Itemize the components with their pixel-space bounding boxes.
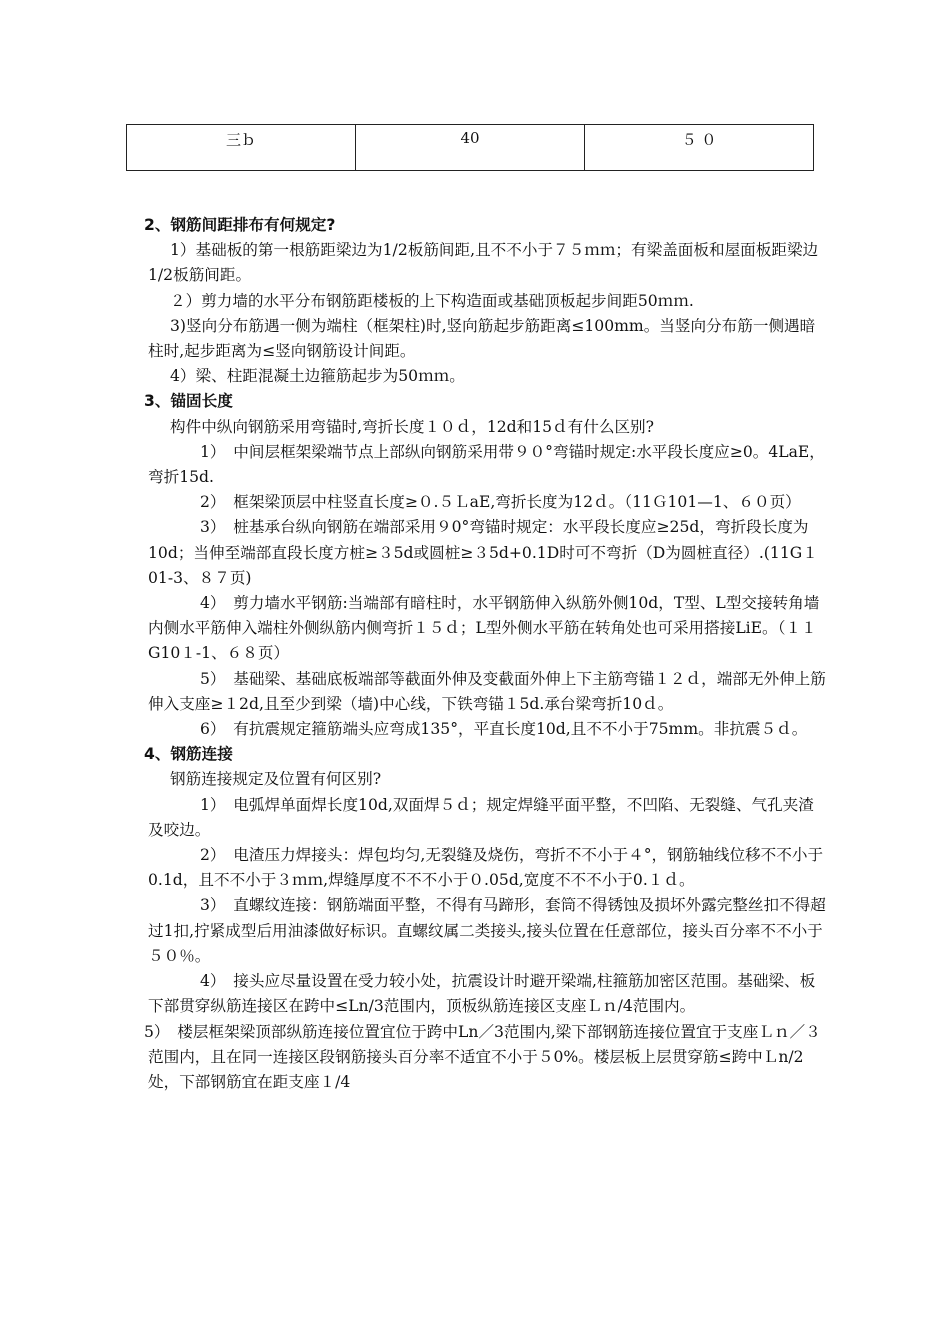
paragraph: 1） 电弧焊单面焊长度10d,双面焊５ｄ；规定焊缝平面平整，不凹陷、无裂缝、气孔夹渣及咬边。 <box>148 795 814 839</box>
paragraph: ２）剪力墙的水平分布钢筋距楼板的上下构造面或基础顶板起步间距50ｍｍ. <box>170 291 694 310</box>
section-heading: 2、钢筋间距排布有何规定? <box>144 216 336 234</box>
section-heading: 3、锚固长度 <box>144 392 233 411</box>
paragraph: 4） 剪力墙水平钢筋:当端部有暗柱时，水平钢筋伸入纵筋外侧10d，T型、L型交接转角墙内侧水平筋伸入端柱外侧纵筋内侧弯折１５ｄ；L型外侧水平筋在转角处也可采用搭接LiE。（１１G10１-1、６８页） <box>148 594 820 663</box>
paragraph: 5） 基础梁、基础底板端部等截面外伸及变截面外伸上下主筋弯锚１２ｄ，端部无外伸上筋伸入支座≥１2d,且至少到梁（墙)中心线，下铁弯锚１5d.承台梁弯折10ｄ。 <box>148 669 826 713</box>
table-cell: 40 <box>356 125 585 171</box>
table-row <box>127 125 814 171</box>
table-cell: ５ ０ <box>585 125 814 171</box>
table-cell: 三ｂ <box>127 125 356 171</box>
grade-table-container <box>126 124 814 171</box>
paragraph: 2） 电渣压力焊接头：焊包均匀,无裂缝及烧伤，弯折不不小于４°，钢筋轴线位移不不小于0.1d，且不不小于３ｍｍ,焊缝厚度不不不小于０.05d,宽度不不不小于0.１ｄ。 <box>148 846 824 890</box>
question-text: 构件中纵向钢筋采用弯锚时,弯折长度１０ｄ，12d和15ｄ有什么区别? <box>170 417 655 436</box>
section-heading: 4、钢筋连接 <box>144 745 233 764</box>
paragraph: 2） 框架梁顶层中柱竖直长度≥０.５ＬaE,弯折长度为12ｄ。（11Ｇ101—1、６０页） <box>200 493 801 512</box>
paragraph: 4）梁、柱距混凝土边箍筋起步为50ｍｍ。 <box>170 367 465 386</box>
paragraph: 1）基础板的第一根筋距梁边为1/2板筋间距,且不不小于７５ｍｍ；有梁盖面板和屋面板距梁边1/2板筋间距。 <box>148 241 819 285</box>
grade-table <box>126 124 814 171</box>
document-body <box>144 213 828 1095</box>
paragraph: 5） 楼层框架梁顶部纵筋连接位置宜位于跨中Ln／3范围内,梁下部钢筋连接位置宜于支座Ｌｎ／３范围内，且在同一连接区段钢筋接头百分率不适宜不小于５0%。楼层板上层贯穿筋≤跨中Ｌn/2处，下部钢筋宜在距支座１/4 <box>144 1022 821 1091</box>
question-text: 钢筋连接规定及位置有何区别? <box>170 770 382 789</box>
paragraph: 3)竖向分布筋遇一侧为端柱（框架柱)时,竖向筋起步筋距离≤100mm。当竖向分布筋一侧遇暗柱时,起步距离为≤竖向钢筋设计间距。 <box>148 316 816 361</box>
paragraph: 3） 直螺纹连接：钢筋端面平整，不得有马蹄形，套筒不得锈蚀及损坏外露完整丝扣不得超过1扣,拧紧成型后用油漆做好标识。直螺纹属二类接头,接头位置在任意部位，接头百分率不不小于５０％。 <box>148 896 826 965</box>
paragraph: 6） 有抗震规定箍筋端头应弯成135°，平直长度10d,且不不小于75mm。非抗震５ｄ。 <box>200 720 808 739</box>
paragraph: 4） 接头应尽量设置在受力较小处，抗震设计时避开梁端,柱箍筋加密区范围。基础梁、板下部贯穿纵筋连接区在跨中≤Ln/3范围内，顶板纵筋连接区支座Ｌｎ/4范围内。 <box>148 972 816 1016</box>
paragraph: 3） 桩基承台纵向钢筋在端部采用９0°弯锚时规定：水平段长度应≥25d，弯折段长度为10d；当伸至端部直段长度方桩≥３5d或圆桩≥３5d+0.1D时可不弯折（D为圆桩直径）.(11G１01-3、８７页) <box>148 518 818 587</box>
paragraph: 1） 中间层框架梁端节点上部纵向钢筋采用带９０°弯锚时规定:水平段长度应≥0。4LaE，弯折15d. <box>148 442 825 487</box>
